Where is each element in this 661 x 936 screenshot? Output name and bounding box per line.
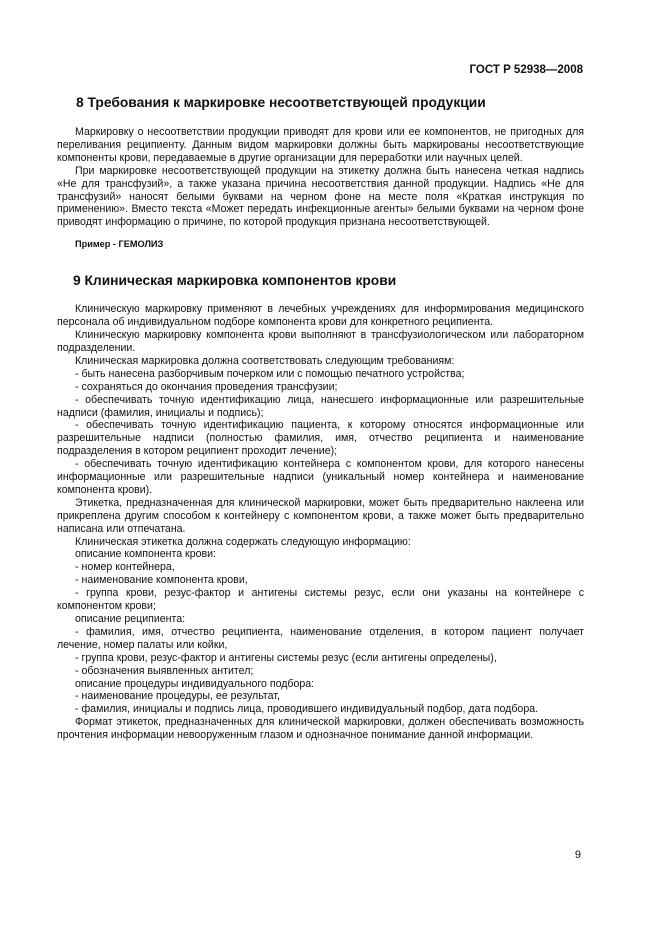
list-item: - наименование процедуры, ее результат, <box>75 690 280 703</box>
list-item: - обеспечивать точную идентификацию пациента, к которому относятся информационные или разрешительные надписи (полностью фамилия, имя, отчество реципиента и наименование подразделения в котором реципиент проходит лечение); <box>57 419 584 458</box>
page-content <box>57 94 584 742</box>
paragraph: Формат этикеток, предназначенных для клинической маркировки, должен обеспечивать возможность прочтения информации невооруженным глазом и однозначное понимание данной информации. <box>57 716 584 742</box>
list-item: - обеспечивать точную идентификацию контейнера с компонентом крови, для которого нанесены информационные или разрешительные надписи (уникальный номер контейнера и наименование компонента крови). <box>57 458 584 496</box>
paragraph: Клиническая маркировка должна соответствовать следующим требованиям: <box>75 354 455 367</box>
paragraph: Этикетка, предназначенная для клинической маркировки, может быть предварительно наклеена или прикреплена другим способом к контейнеру с компонентом крови, а также может быть предварительно написана или отпечатана. <box>57 496 584 535</box>
subheading: описание процедуры индивидуального подбора: <box>75 677 315 690</box>
example-note: Пример - ГЕМОЛИЗ <box>75 239 164 250</box>
paragraph: Клиническая этикетка должна содержать следующую информацию: <box>75 535 411 548</box>
list-item: - наименование компонента крови, <box>75 574 248 587</box>
subheading: описание реципиента: <box>75 613 186 625</box>
section-8-title: 8 Требования к маркировке несоответствующей продукции <box>76 95 486 110</box>
document-code: ГОСТ Р 52938—2008 <box>469 64 583 76</box>
list-item: - быть нанесена разборчивым почерком или с помощью печатного устройства; <box>75 367 465 380</box>
list-item: - фамилия, имя, отчество реципиента, наименование отделения, в котором пациент получает лечение, номер палаты или койки, <box>57 625 584 651</box>
list-item: - обозначения выявленных антител; <box>75 664 254 677</box>
section-8-body <box>57 126 584 229</box>
list-item: - фамилия, инициалы и подпись лица, проводившего индивидуальный подбор, дата подбора. <box>75 703 539 716</box>
list-item: - обеспечивать точную идентификацию лица, нанесшего информационные или разрешительные надписи (фамилия, инициалы и подпись); <box>57 393 584 419</box>
subheading: описание компонента крови: <box>75 548 216 561</box>
section-9-title: 9 Клиническая маркировка компонентов крови <box>73 273 397 289</box>
list-item: - сохраняться до окончания проведения трансфузии; <box>75 380 338 393</box>
paragraph: При маркировке несоответствующей продукции на этикетку должна быть нанесена четкая надпись «Не для трансфузий», а также указана причина несоответствия данной продукции. Надпись «Не для трансфузий» наносят белыми буквами на черном фоне на месте поля «Краткая инструкция по применению». Вместо текста «Может передать инфекционные агенты» белыми буквами на черном фоне приводят информацию о причине, по которой продукция признана несоответствующей. <box>57 164 584 229</box>
paragraph: Клиническую маркировку компонента крови выполняют в трансфузиологическом или лабораторном подразделении. <box>57 329 584 354</box>
list-item: - группа крови, резус-фактор и антигены системы резус (если антигены определены), <box>75 651 497 664</box>
section-9-body <box>57 303 584 742</box>
paragraph: Маркировку о несоответствии продукции приводят для крови или ее компонентов, не пригодных для переливания реципиенту. Данным видом маркировки должны быть маркированы несоответствующие компоненты крови, передаваемые в другие организации для переработки или научных целей. <box>57 126 584 164</box>
paragraph: Клиническую маркировку применяют в лечебных учреждениях для информирования медицинского персонала об индивидуальном подборе компонента крови для конкретного реципиента. <box>57 303 584 329</box>
list-item: - номер контейнера, <box>75 561 175 574</box>
page-number: 9 <box>574 849 581 861</box>
list-item: - группа крови, резус-фактор и антигены системы резус, если они указаны на контейнере с компонентом крови; <box>57 587 584 613</box>
